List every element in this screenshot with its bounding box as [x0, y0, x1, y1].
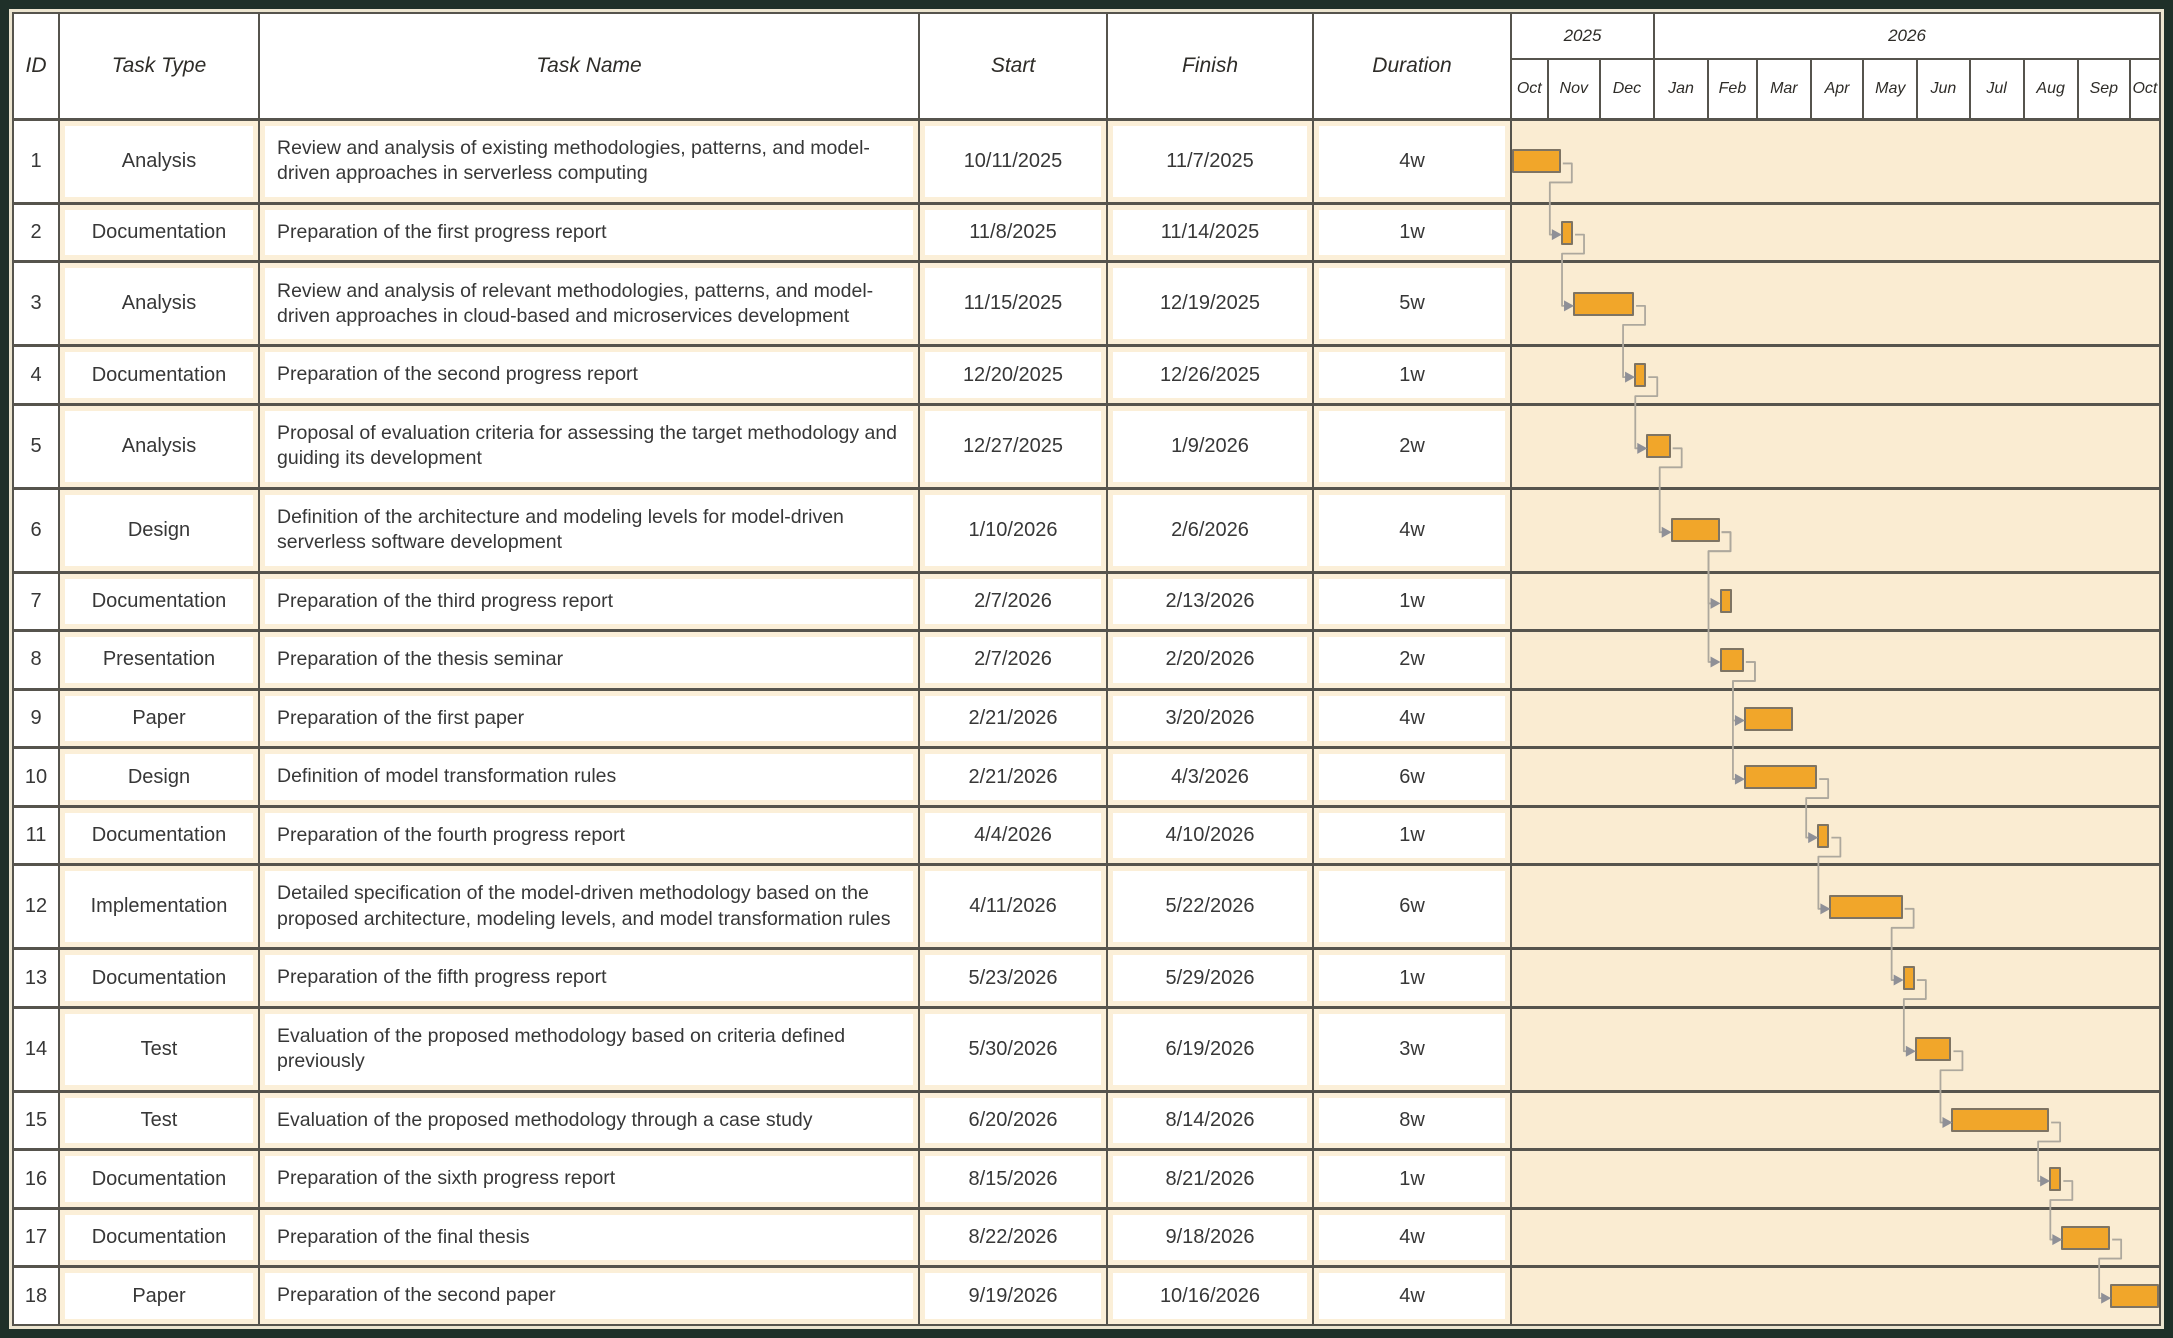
task-finish-value: 11/14/2025	[1113, 210, 1307, 256]
task-finish-value: 3/20/2026	[1113, 696, 1307, 742]
task-duration-cell	[1314, 1093, 1512, 1149]
task-type-value: Analysis	[65, 268, 253, 339]
task-type-cell	[60, 1009, 260, 1090]
task-name-value: Definition of model transformation rules	[265, 754, 913, 800]
task-type-cell	[60, 1151, 260, 1207]
task-start-cell	[920, 205, 1108, 261]
task-row	[14, 629, 2159, 688]
task-name-cell	[260, 121, 920, 202]
task-row	[14, 344, 2159, 403]
task-type-value: Documentation	[65, 210, 253, 256]
task-gantt-cell	[1512, 1151, 2159, 1207]
task-row	[14, 260, 2159, 344]
task-type-cell	[60, 347, 260, 403]
gantt-bar	[2061, 1226, 2110, 1250]
task-duration-value: 1w	[1319, 579, 1505, 625]
task-start-cell	[920, 749, 1108, 805]
task-gantt-cell	[1512, 1210, 2159, 1266]
task-row	[14, 571, 2159, 630]
timeline-month-label: Apr	[1812, 60, 1864, 118]
task-start-value: 4/4/2026	[925, 813, 1101, 859]
task-finish-value: 12/19/2025	[1113, 268, 1307, 339]
column-header-id: ID	[14, 14, 60, 118]
timeline-month-label: May	[1864, 60, 1918, 118]
task-type-value: Test	[65, 1014, 253, 1085]
task-finish-cell	[1108, 1268, 1314, 1324]
task-name-cell	[260, 574, 920, 630]
task-name-value: Definition of the architecture and modeling levels for model-driven serverless software development	[265, 495, 913, 566]
timeline-month-label: Jun	[1918, 60, 1970, 118]
gantt-bar	[2049, 1167, 2061, 1191]
task-gantt-cell	[1512, 574, 2159, 630]
task-type-value: Documentation	[65, 352, 253, 398]
gantt-bar	[1915, 1037, 1952, 1061]
task-duration-cell	[1314, 691, 1512, 747]
task-type-value: Design	[65, 754, 253, 800]
task-row	[14, 863, 2159, 947]
task-duration-cell	[1314, 406, 1512, 487]
task-row	[14, 487, 2159, 571]
task-row	[14, 688, 2159, 747]
task-name-value: Detailed specification of the model-driven methodology based on the proposed architecture, modeling levels, and model transformation rules	[265, 871, 913, 942]
timeline-year-label: 2026	[1655, 14, 2159, 58]
task-name-cell	[260, 632, 920, 688]
task-type-cell	[60, 406, 260, 487]
task-finish-cell	[1108, 749, 1314, 805]
task-start-cell	[920, 574, 1108, 630]
task-duration-cell	[1314, 490, 1512, 571]
task-name-value: Preparation of the first paper	[265, 696, 913, 742]
task-row	[14, 1090, 2159, 1149]
task-finish-value: 2/13/2026	[1113, 579, 1307, 625]
task-type-value: Paper	[65, 696, 253, 742]
task-name-cell	[260, 1268, 920, 1324]
task-start-cell	[920, 490, 1108, 571]
task-row	[14, 805, 2159, 864]
task-id-cell: 10	[14, 749, 60, 805]
task-id-cell: 9	[14, 691, 60, 747]
timeline-months-band	[1512, 60, 2159, 118]
task-type-value: Implementation	[65, 871, 253, 942]
task-duration-cell	[1314, 950, 1512, 1006]
gantt-bar	[1720, 589, 1732, 613]
gantt-bar	[1634, 363, 1646, 387]
task-row	[14, 1148, 2159, 1207]
task-finish-cell	[1108, 205, 1314, 261]
task-name-value: Evaluation of the proposed methodology through a case study	[265, 1098, 913, 1144]
task-finish-cell	[1108, 121, 1314, 202]
task-finish-value: 6/19/2026	[1113, 1014, 1307, 1085]
task-rows	[14, 118, 2159, 1324]
task-type-cell	[60, 808, 260, 864]
task-finish-value: 1/9/2026	[1113, 411, 1307, 482]
task-id-cell: 3	[14, 263, 60, 344]
task-name-cell	[260, 263, 920, 344]
task-duration-cell	[1314, 263, 1512, 344]
task-name-value: Preparation of the sixth progress report	[265, 1156, 913, 1202]
task-finish-cell	[1108, 1210, 1314, 1266]
task-type-value: Documentation	[65, 813, 253, 859]
task-id-cell: 4	[14, 347, 60, 403]
task-start-value: 8/15/2026	[925, 1156, 1101, 1202]
task-type-cell	[60, 1093, 260, 1149]
task-start-cell	[920, 263, 1108, 344]
task-gantt-cell	[1512, 866, 2159, 947]
task-start-value: 8/22/2026	[925, 1215, 1101, 1261]
timeline-header	[1512, 14, 2159, 118]
task-id-cell: 13	[14, 950, 60, 1006]
task-name-value: Preparation of the fifth progress report	[265, 955, 913, 1001]
task-name-cell	[260, 1210, 920, 1266]
task-duration-value: 2w	[1319, 637, 1505, 683]
task-duration-cell	[1314, 347, 1512, 403]
gantt-bar	[1646, 434, 1670, 458]
timeline-month-label: Jul	[1971, 60, 2025, 118]
timeline-month-label: Sep	[2079, 60, 2131, 118]
task-duration-cell	[1314, 1268, 1512, 1324]
task-name-value: Preparation of the final thesis	[265, 1215, 913, 1261]
task-gantt-cell	[1512, 950, 2159, 1006]
task-finish-value: 2/20/2026	[1113, 637, 1307, 683]
task-start-cell	[920, 691, 1108, 747]
task-start-value: 10/11/2025	[925, 126, 1101, 197]
task-start-value: 2/7/2026	[925, 637, 1101, 683]
task-gantt-cell	[1512, 490, 2159, 571]
task-finish-value: 4/10/2026	[1113, 813, 1307, 859]
task-id-cell: 2	[14, 205, 60, 261]
task-gantt-cell	[1512, 121, 2159, 202]
task-start-cell	[920, 1093, 1108, 1149]
task-id-cell: 15	[14, 1093, 60, 1149]
task-type-cell	[60, 1210, 260, 1266]
task-finish-value: 5/22/2026	[1113, 871, 1307, 942]
timeline-month-label: Feb	[1709, 60, 1758, 118]
task-type-value: Documentation	[65, 955, 253, 1001]
task-name-cell	[260, 866, 920, 947]
task-start-cell	[920, 406, 1108, 487]
task-name-value: Proposal of evaluation criteria for assessing the target methodology and guiding its development	[265, 411, 913, 482]
task-start-value: 12/27/2025	[925, 411, 1101, 482]
task-finish-cell	[1108, 263, 1314, 344]
task-id-cell: 11	[14, 808, 60, 864]
task-finish-cell	[1108, 632, 1314, 688]
task-name-value: Preparation of the thesis seminar	[265, 637, 913, 683]
task-type-value: Documentation	[65, 1156, 253, 1202]
timeline-month-label: Jan	[1655, 60, 1709, 118]
task-duration-value: 1w	[1319, 813, 1505, 859]
task-type-value: Documentation	[65, 579, 253, 625]
timeline-month-label: Dec	[1601, 60, 1655, 118]
task-duration-cell	[1314, 205, 1512, 261]
task-type-value: Paper	[65, 1273, 253, 1319]
table-header-row	[14, 14, 2159, 118]
gantt-bar	[1951, 1108, 2049, 1132]
task-finish-value: 4/3/2026	[1113, 754, 1307, 800]
task-finish-cell	[1108, 1009, 1314, 1090]
task-duration-value: 3w	[1319, 1014, 1505, 1085]
task-name-cell	[260, 1093, 920, 1149]
timeline-years-band	[1512, 14, 2159, 60]
task-name-cell	[260, 1151, 920, 1207]
task-name-cell	[260, 808, 920, 864]
task-name-value: Preparation of the second paper	[265, 1273, 913, 1319]
task-id-cell: 18	[14, 1268, 60, 1324]
task-id-cell: 16	[14, 1151, 60, 1207]
task-start-cell	[920, 1268, 1108, 1324]
task-type-value: Presentation	[65, 637, 253, 683]
task-duration-value: 4w	[1319, 696, 1505, 742]
column-header-duration: Duration	[1314, 14, 1512, 118]
task-gantt-cell	[1512, 691, 2159, 747]
task-row	[14, 118, 2159, 202]
task-start-cell	[920, 866, 1108, 947]
timeline-month-label: Oct	[1512, 60, 1549, 118]
task-gantt-cell	[1512, 347, 2159, 403]
task-finish-cell	[1108, 574, 1314, 630]
task-start-value: 2/21/2026	[925, 754, 1101, 800]
task-type-cell	[60, 121, 260, 202]
task-duration-value: 6w	[1319, 871, 1505, 942]
task-start-value: 9/19/2026	[925, 1273, 1101, 1319]
task-finish-value: 2/6/2026	[1113, 495, 1307, 566]
task-start-value: 12/20/2025	[925, 352, 1101, 398]
task-row	[14, 947, 2159, 1006]
task-start-value: 6/20/2026	[925, 1098, 1101, 1144]
task-duration-value: 1w	[1319, 955, 1505, 1001]
task-name-value: Preparation of the fourth progress report	[265, 813, 913, 859]
task-finish-cell	[1108, 347, 1314, 403]
task-duration-value: 4w	[1319, 495, 1505, 566]
task-start-value: 5/30/2026	[925, 1014, 1101, 1085]
task-start-value: 5/23/2026	[925, 955, 1101, 1001]
task-duration-cell	[1314, 749, 1512, 805]
task-type-cell	[60, 950, 260, 1006]
task-duration-value: 4w	[1319, 126, 1505, 197]
task-type-cell	[60, 574, 260, 630]
timeline-month-label: Oct	[2131, 60, 2159, 118]
task-id-cell: 1	[14, 121, 60, 202]
task-id-cell: 7	[14, 574, 60, 630]
task-gantt-cell	[1512, 406, 2159, 487]
task-finish-value: 12/26/2025	[1113, 352, 1307, 398]
timeline-month-label: Mar	[1758, 60, 1812, 118]
column-header-finish: Finish	[1108, 14, 1314, 118]
gantt-bar	[1817, 824, 1829, 848]
task-duration-value: 4w	[1319, 1215, 1505, 1261]
task-finish-cell	[1108, 691, 1314, 747]
task-name-cell	[260, 691, 920, 747]
task-name-value: Preparation of the third progress report	[265, 579, 913, 625]
task-finish-cell	[1108, 406, 1314, 487]
task-id-cell: 12	[14, 866, 60, 947]
task-duration-cell	[1314, 1151, 1512, 1207]
task-start-cell	[920, 950, 1108, 1006]
task-start-cell	[920, 1009, 1108, 1090]
task-row	[14, 1006, 2159, 1090]
task-name-value: Review and analysis of existing methodologies, patterns, and model-driven approaches in serverless computing	[265, 126, 913, 197]
task-finish-value: 5/29/2026	[1113, 955, 1307, 1001]
gantt-table	[12, 12, 2161, 1326]
task-gantt-cell	[1512, 749, 2159, 805]
task-row	[14, 403, 2159, 487]
task-duration-cell	[1314, 808, 1512, 864]
task-gantt-cell	[1512, 1268, 2159, 1324]
task-start-cell	[920, 1210, 1108, 1266]
task-row	[14, 1265, 2159, 1324]
task-finish-cell	[1108, 490, 1314, 571]
task-duration-cell	[1314, 1009, 1512, 1090]
task-finish-value: 10/16/2026	[1113, 1273, 1307, 1319]
task-finish-cell	[1108, 866, 1314, 947]
task-name-cell	[260, 406, 920, 487]
task-gantt-cell	[1512, 1093, 2159, 1149]
task-name-cell	[260, 490, 920, 571]
task-duration-value: 8w	[1319, 1098, 1505, 1144]
task-finish-value: 8/14/2026	[1113, 1098, 1307, 1144]
gantt-bar	[1512, 149, 1561, 173]
task-finish-value: 9/18/2026	[1113, 1215, 1307, 1261]
task-start-cell	[920, 121, 1108, 202]
timeline-month-label: Nov	[1549, 60, 1601, 118]
task-row	[14, 202, 2159, 261]
task-name-value: Evaluation of the proposed methodology based on criteria defined previously	[265, 1014, 913, 1085]
task-gantt-cell	[1512, 632, 2159, 688]
task-start-cell	[920, 1151, 1108, 1207]
task-type-value: Documentation	[65, 1215, 253, 1261]
task-type-cell	[60, 749, 260, 805]
task-duration-value: 4w	[1319, 1273, 1505, 1319]
task-start-cell	[920, 347, 1108, 403]
gantt-bar	[1573, 292, 1634, 316]
gantt-bar	[2110, 1284, 2159, 1308]
task-name-cell	[260, 1009, 920, 1090]
task-finish-value: 11/7/2025	[1113, 126, 1307, 197]
column-header-task-type: Task Type	[60, 14, 260, 118]
task-id-cell: 8	[14, 632, 60, 688]
task-name-cell	[260, 205, 920, 261]
task-id-cell: 17	[14, 1210, 60, 1266]
task-finish-value: 8/21/2026	[1113, 1156, 1307, 1202]
gantt-bar	[1744, 707, 1793, 731]
gantt-bar	[1561, 221, 1573, 245]
task-type-value: Analysis	[65, 411, 253, 482]
task-row	[14, 1207, 2159, 1266]
timeline-month-label: Aug	[2025, 60, 2079, 118]
task-start-cell	[920, 632, 1108, 688]
column-header-task-name: Task Name	[260, 14, 920, 118]
task-duration-cell	[1314, 1210, 1512, 1266]
gantt-bar	[1744, 765, 1817, 789]
task-duration-value: 6w	[1319, 754, 1505, 800]
timeline-year-label: 2025	[1512, 14, 1655, 58]
task-duration-cell	[1314, 121, 1512, 202]
task-gantt-cell	[1512, 1009, 2159, 1090]
task-duration-cell	[1314, 866, 1512, 947]
task-start-value: 2/21/2026	[925, 696, 1101, 742]
task-duration-value: 1w	[1319, 210, 1505, 256]
task-name-value: Preparation of the first progress report	[265, 210, 913, 256]
task-type-value: Test	[65, 1098, 253, 1144]
task-name-value: Preparation of the second progress report	[265, 352, 913, 398]
task-type-cell	[60, 1268, 260, 1324]
task-type-cell	[60, 866, 260, 947]
task-gantt-cell	[1512, 205, 2159, 261]
gantt-bar	[1720, 648, 1744, 672]
task-id-cell: 5	[14, 406, 60, 487]
gantt-bar	[1671, 518, 1720, 542]
task-start-value: 2/7/2026	[925, 579, 1101, 625]
task-duration-cell	[1314, 574, 1512, 630]
task-type-cell	[60, 632, 260, 688]
task-id-cell: 14	[14, 1009, 60, 1090]
task-duration-value: 1w	[1319, 352, 1505, 398]
task-gantt-cell	[1512, 808, 2159, 864]
task-gantt-cell	[1512, 263, 2159, 344]
task-type-cell	[60, 490, 260, 571]
task-start-value: 11/15/2025	[925, 268, 1101, 339]
task-duration-value: 5w	[1319, 268, 1505, 339]
task-start-value: 11/8/2025	[925, 210, 1101, 256]
task-start-value: 1/10/2026	[925, 495, 1101, 566]
task-duration-value: 2w	[1319, 411, 1505, 482]
column-header-start: Start	[920, 14, 1108, 118]
task-name-cell	[260, 347, 920, 403]
task-name-value: Review and analysis of relevant methodologies, patterns, and model-driven approaches in cloud-based and microservices development	[265, 268, 913, 339]
task-start-cell	[920, 808, 1108, 864]
task-type-cell	[60, 263, 260, 344]
task-finish-cell	[1108, 950, 1314, 1006]
task-type-cell	[60, 691, 260, 747]
task-row	[14, 746, 2159, 805]
task-duration-cell	[1314, 632, 1512, 688]
task-name-cell	[260, 749, 920, 805]
gantt-bar	[1903, 966, 1915, 990]
task-finish-cell	[1108, 1093, 1314, 1149]
task-type-value: Design	[65, 495, 253, 566]
task-duration-value: 1w	[1319, 1156, 1505, 1202]
task-type-cell	[60, 205, 260, 261]
task-finish-cell	[1108, 808, 1314, 864]
task-start-value: 4/11/2026	[925, 871, 1101, 942]
task-name-cell	[260, 950, 920, 1006]
task-id-cell: 6	[14, 490, 60, 571]
task-finish-cell	[1108, 1151, 1314, 1207]
gantt-bar	[1829, 895, 1902, 919]
task-type-value: Analysis	[65, 126, 253, 197]
